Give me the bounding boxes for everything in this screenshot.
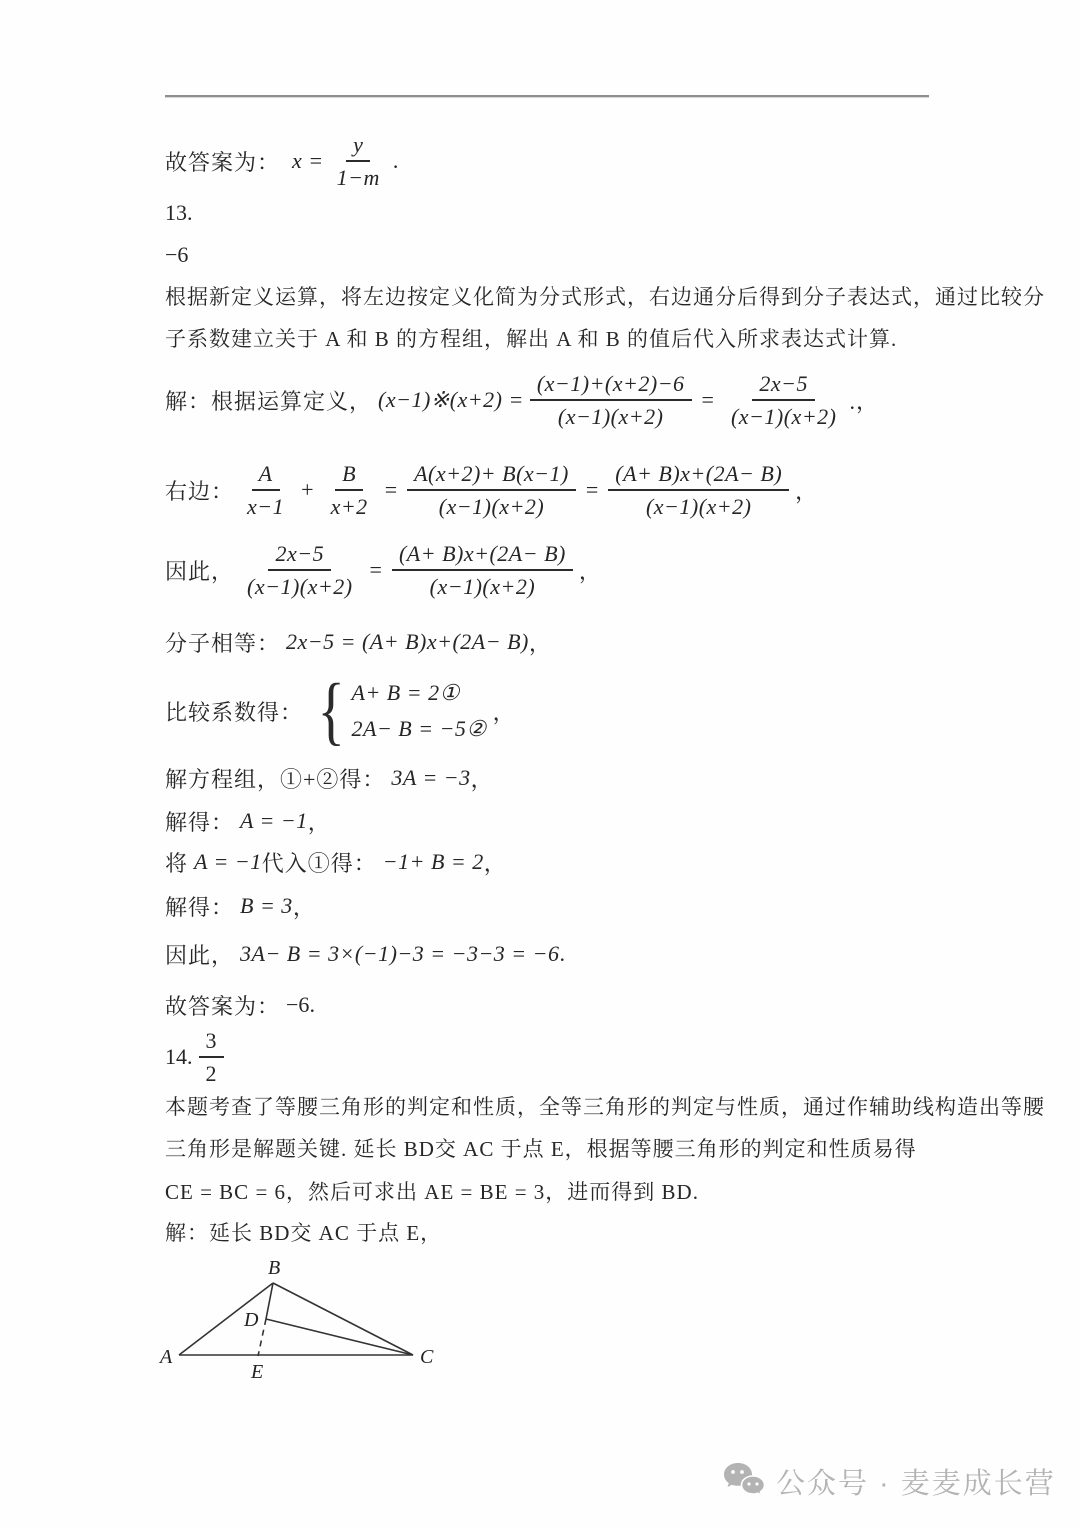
q14-analysis-line2 [165,1133,945,1163]
analysis-text: CE = BC = 6，然后可求出 AE = BE = 3，进而得到 BD. [165,1180,699,1204]
denominator: (x−1)(x+2) [645,494,752,519]
analysis-text: 根据新定义运算，将左边按定义化简为分式形式，右边通分后得到分子表达式，通过比较分 [165,285,1045,309]
analysis-text: 三角形是解题关键. 延长 BD交 AC 于点 E，根据等腰三角形的判定和性质易得 [165,1137,917,1161]
step-prefix: 将 [165,850,189,876]
step-label: 右边： [165,478,235,504]
punctuation: . [559,941,566,966]
side-ab [179,1283,273,1355]
q13-step7-line [165,847,507,877]
step-label: 因此， [165,942,235,968]
equals-sign: = [369,557,382,582]
question-number: 13. [165,200,193,225]
triangle-diagram [150,1256,450,1396]
q13-equation-system [165,668,516,753]
numerator: A [252,460,280,491]
analysis-text: 本题考查了等腰三角形的判定和性质，全等三角形的判定与性质，通过作辅助线构造出等腰 [165,1095,1045,1119]
fraction [240,460,291,521]
punctuation: ， [795,478,819,504]
system-row1: A+ B = 2① [351,680,460,705]
math-expr: 2x−5 = (A+ B)x+(2A− B) [286,629,529,654]
numerator: 2x−5 [268,540,331,571]
fraction [407,460,576,521]
left-brace: { [317,668,345,753]
q13-step4-line [165,627,552,657]
q14-answer-line [165,1028,230,1086]
fraction [392,540,573,601]
system-row2: 2A− B = −5② [351,716,487,741]
math-expr: −1+ B = 2 [382,849,484,874]
numerator: (A+ B)x+(2A− B) [392,540,573,571]
step-label: 解得： [165,894,235,920]
side-bc [273,1283,413,1355]
fraction [330,131,387,192]
q14-analysis-line1 [165,1091,1045,1121]
vertex-label-e: E [251,1361,264,1383]
q13-step1-equation [165,363,879,437]
numerator: (A+ B)x+(2A− B) [608,460,789,491]
step-label: 解：根据运算定义， [165,388,373,414]
punctuation: ， [470,766,494,792]
top-divider [165,95,929,98]
q13-step3-equation [165,537,602,603]
denominator: (x−1)(x+2) [429,574,536,599]
denominator: (x−1)(x+2) [557,404,664,429]
watermark [722,1458,1056,1504]
punctuation: . [309,992,315,1017]
numerator: A(x+2)+ B(x−1) [407,460,576,491]
math-expr: 3A− B = 3×(−1)−3 = −3−3 = −6 [240,941,560,966]
period: . [392,148,399,173]
answer-label: 故答案为： [165,149,281,175]
punctuation: .， [849,388,880,414]
fraction [199,1027,224,1088]
math-expr: A = −1 [194,849,262,874]
fraction [724,370,844,431]
denominator: x−1 [247,494,285,519]
vertex-label-c: C [420,1346,434,1368]
q13-step6-line [165,806,331,836]
equals-sign: = [701,387,714,412]
math-expr: (x−1)※(x+2) = [378,387,524,412]
math-expr: A = −1 [240,808,308,833]
watermark-text: 公众号 · 麦麦成长营 [776,1467,1056,1500]
step-label: 解得： [165,809,235,835]
denominator: x+2 [330,494,368,519]
numerator: 2x−5 [752,370,815,401]
q14-solve-line [165,1217,945,1247]
step-label: 分子相等： [165,630,281,656]
q13-answer [165,240,188,270]
math-lhs: x = [292,148,324,173]
punctuation: ， [483,850,507,876]
answer-value: −6 [165,242,189,267]
step-mid: 代入①得： [261,850,377,876]
q13-analysis-line1 [165,281,1045,311]
punctuation: ， [292,894,316,920]
punctuation: ， [578,558,602,584]
q13-step2-equation [165,450,818,530]
q13-conclusion-line [165,990,315,1020]
equals-sign: = [384,477,398,502]
wechat-icon [722,1461,766,1501]
punctuation: ， [492,699,516,725]
denominator: 1−m [336,165,380,190]
solve-text: 解：延长 BD交 AC 于点 E， [165,1221,443,1245]
q13-step5-line [165,763,494,793]
analysis-text: 子系数建立关于 A 和 B 的方程组，解出 A 和 B 的值后代入所求表达式计算. [165,327,898,351]
fraction [324,460,375,521]
equals-sign: = [585,477,599,502]
fraction [608,460,789,521]
numerator: 3 [199,1027,224,1058]
punctuation: ， [528,630,552,656]
denominator: (x−1)(x+2) [247,574,353,599]
denominator: (x−1)(x+2) [730,404,837,429]
q13-number [165,198,193,228]
question-number: 14. [165,1044,193,1069]
q13-step8-line [165,891,316,921]
q13-analysis-line2 [165,323,945,353]
denominator: 2 [205,1061,217,1086]
plus-sign: + [301,477,314,502]
vertex-label-a: A [160,1346,173,1368]
step-label: 解方程组，①+②得： [165,766,386,792]
fraction [240,540,360,601]
math-expr: B = 3 [240,893,293,918]
q14-analysis-line3 [165,1176,945,1206]
numerator: B [335,460,363,491]
segment-dc [266,1319,413,1355]
q13-step9-line [165,939,565,969]
numerator: (x−1)+(x+2)−6 [530,370,692,401]
vertex-label-d: D [244,1309,259,1331]
step-label: 因此， [165,558,235,584]
answer-label: 故答案为： [165,993,281,1019]
vertex-label-b: B [268,1257,281,1279]
triangle-figure [150,1256,450,1401]
fraction [530,370,692,431]
numerator: y [346,131,370,162]
system-rows [352,675,487,747]
punctuation: ， [307,809,331,835]
prev-answer-line [165,128,398,194]
step-label: 比较系数得： [165,699,304,725]
math-expr: 3A = −3 [391,765,471,790]
segment-de-dashed [258,1319,266,1356]
denominator: (x−1)(x+2) [438,494,545,519]
answer-value: −6 [286,992,310,1017]
